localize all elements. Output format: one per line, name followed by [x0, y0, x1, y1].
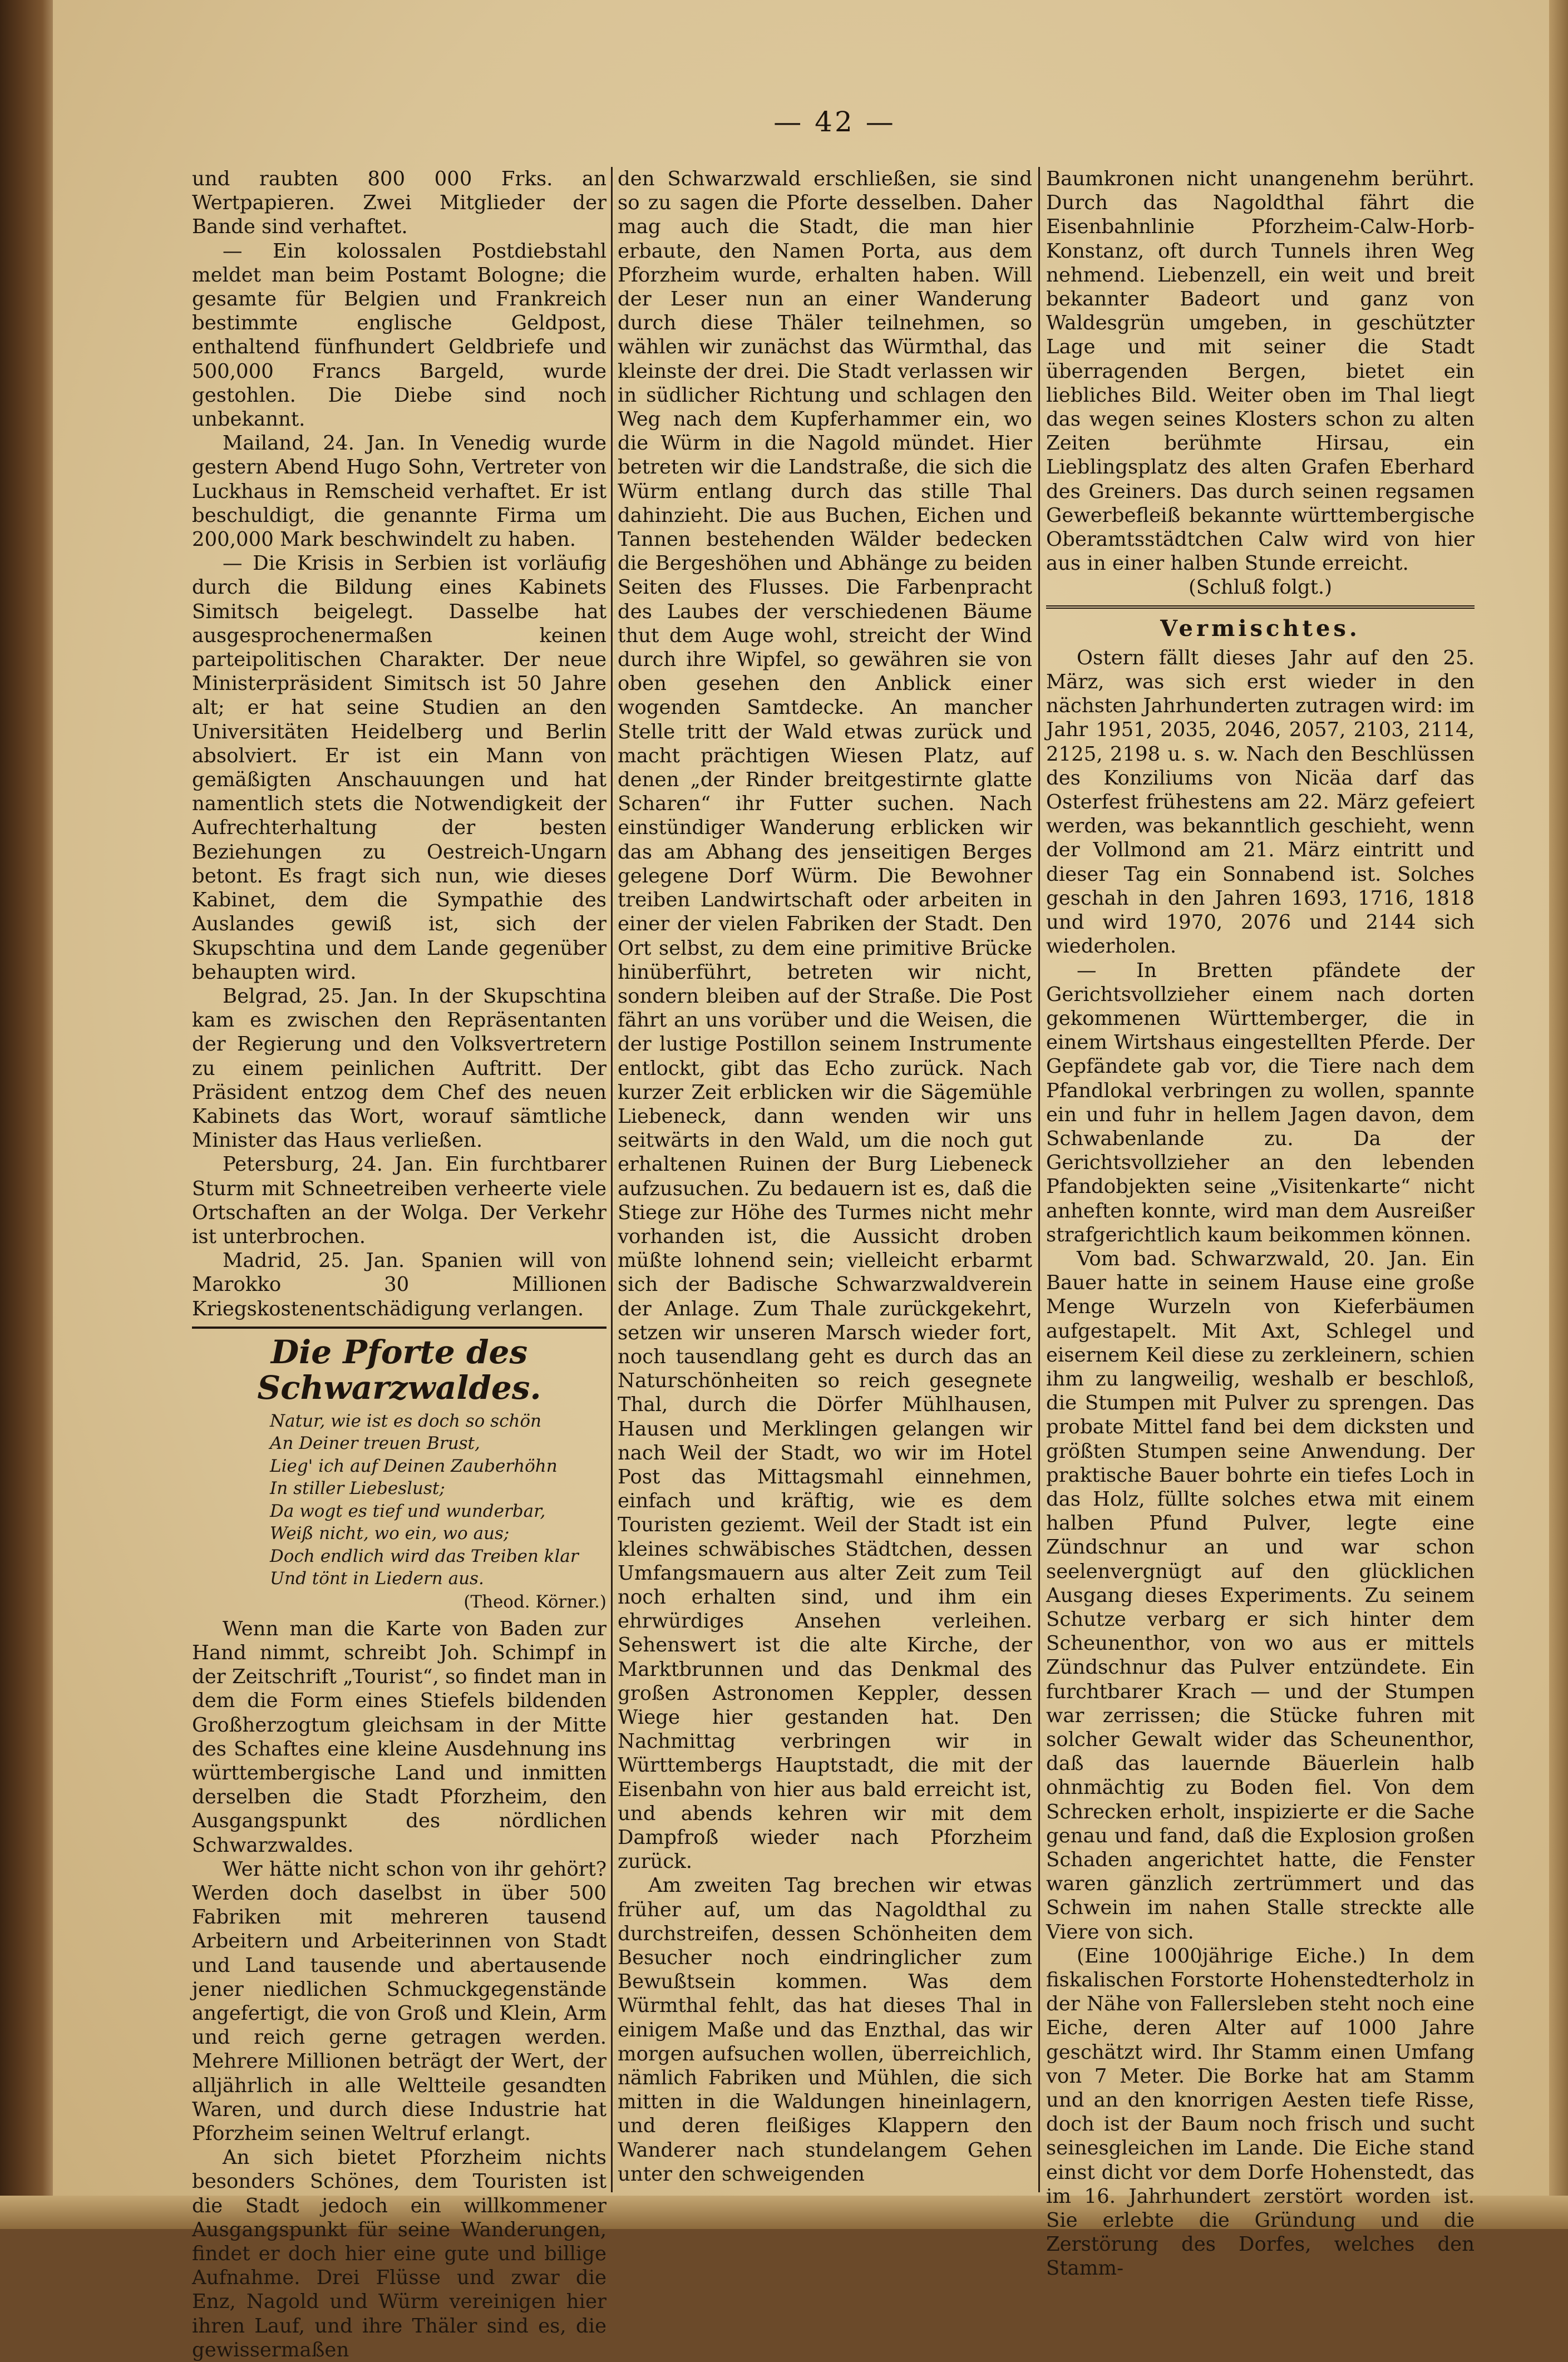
continuation-note: (Schluß folgt.) — [1188, 576, 1333, 599]
article-paragraph: Wer hätte nicht schon von ihr gehört? Werden doch daselbst in über 500 Fabriken mit mehreren tausend Arbeitern und Arbeiterinnen von Stadt und Land tausende und abertausende jener niedlichen Schmuckgegenstände angefertigt, die von Groß und Klein, Arm und reich gerne getragen werden. Mehrere Millionen beträgt der Wert, der alljährlich in alle Weltteile gesandten Waren, und durch diese Industrie hat Pforzheim seinen Weltruf erlangt. — [192, 1857, 607, 2146]
page-binding — [0, 0, 53, 2229]
column-rule-2 — [1038, 167, 1040, 2192]
news-item-serbien: — Die Krisis in Serbien ist vorläufig durch die Bildung eines Kabinets Simitsch beigelegt. Dasselbe hat ausgesprochenermaßen keinen parteipolitischen Charakter. Der neue Ministerpräsident Simitsch ist 50 Jahre alt; er hat seine Studien an den Universitäten Heidelberg und Berlin absolviert. Er ist ein Mann von gemäßigten Anschauungen und hat namentlich stets die Notwendigkeit der Aufrechterhaltung der besten Beziehungen zu Oestreich-Ungarn betont. Es fragt sich nun, wie dieses Kabinet, dem die Sympathie des Auslandes gewiß ist, sich der Skupschtina und dem Lande gegenüber behaupten wird. — [192, 552, 607, 984]
poem-line: In stiller Liebeslust; — [270, 1478, 445, 1499]
news-item-petersburg: Petersburg, 24. Jan. Ein furchtbarer Sturm mit Schneetreiben verheerte viele Ortschaften an der Wolga. Der Verkehr ist unterbrochen. — [192, 1153, 607, 1248]
poem — [192, 1411, 607, 1613]
page-number: — 42 — — [773, 106, 896, 138]
news-item-eiche: (Eine 1000jährige Eiche.) In dem fiskalischen Forstorte Hohenstedterholz in der Nähe von Fallersleben steht noch eine Eiche, deren Alter auf 1000 Jahre geschätzt wird. Ihr Stamm einen Umfang von 7 Meter. Die Borke hat am Stamm und an den knorrigen Aesten tiefe Risse, doch ist der Baum noch frisch und sucht seinesgleichen im Lande. Die Eiche stand einst dicht vor dem Dorfe Hohenstedt, das im 16. Jahrhundert zerstört worden ist. Sie erlebte die Gründung und die Zerstörung des Dorfes, welches den Stamm- — [1046, 1944, 1475, 2280]
article-paragraph: — Ein kolossalen Postdiebstahl meldet man beim Postamt Bologne; die gesamte für Belgien und Frankreich bestimmte englische Geldpost, enthaltend fünfhundert Geldbriefe und 500,000 Francs Bargeld, wurde gestohlen. Die Diebe sind noch unbekannt. — [192, 239, 607, 431]
news-item-belgrad: Belgrad, 25. Jan. In der Skupschtina kam es zwischen den Repräsentanten der Regierung und den Volksvertretern zu einem peinlichen Auftritt. Der Präsident entzog dem Chef des neuen Kabinets das Wort, worauf sämtliche Minister das Haus verließen. — [192, 984, 607, 1152]
poem-line: Weiß nicht, wo ein, wo aus; — [270, 1523, 510, 1544]
article-paragraph: Am zweiten Tag brechen wir etwas früher auf, um das Nagoldthal zu durchstreifen, dessen Schönheiten dem Besucher noch eindringlicher zum Bewußtsein kommen. Was dem Würmthal fehlt, das hat dieses Thal in einigem Maße und das Enzthal, das wir morgen aufsuchen wollen, überreichlich, nämlich Fabriken und Mühlen, die sich mitten in die Waldungen hineinlagern, und deren fleißiges Klappern den Wanderer nach stundelangem Gehen unter den schweigenden — [618, 1874, 1032, 2186]
news-item-madrid: Madrid, 25. Jan. Spanien will von Marokko 30 Millionen Kriegskostenentschädigung verlangen. — [192, 1249, 607, 1320]
article-paragraph: den Schwarzwald erschließen, sie sind so zu sagen die Pforte desselben. Daher mag auch die Stadt, die man hier erbaute, den Namen Porta, aus dem Pforzheim wurde, erhalten haben. Will der Leser nun an einer Wanderung durch diese Thäler teilnehmen, so wählen wir zunächst das Würmthal, das kleinste der drei. Die Stadt verlassen wir in südlicher Richtung und schlagen den Weg nach dem Kupferhammer ein, wo die Würm in die Nagold mündet. Hier betreten wir die Landstraße, die sich die Würm entlang durch das stille Thal dahinzieht. Die aus Buchen, Eichen und Tannen bestehenden Wälder bedecken die Bergeshöhen und Abhänge zu beiden Seiten des Flusses. Die Farbenpracht des Laubes der verschiedenen Bäume thut dem Auge wohl, streicht der Wind durch ihre Wipfel, so gewähren sie von oben gesehen den Anblick einer wogenden Samtdecke. An mancher Stelle tritt der Wald etwas zurück und macht prächtigen Wiesen Platz, auf denen „der Rinder breitgestirnte glatte Scharen“ ihr Futter suchen. Nach einstündiger Wanderung erblicken wir das am Abhang des jenseitigen Berges gelegene Dorf Würm. Die Bewohner treiben Landwirtschaft oder arbeiten in einer der vielen Fabriken der Stadt. Den Ort selbst, zu dem eine primitive Brücke hinüberführt, betreten wir nicht, sondern bleiben auf der Straße. Die Post fährt an uns vorüber und die Weisen, die der lustige Postillon seinem Instrumente entlockt, gibt das Echo zurück. Nach kurzer Zeit erblicken wir die Sägemühle Liebeneck, dann wenden wir uns seitwärts in den Wald, um die noch gut erhaltenen Ruinen der Burg Liebeneck aufzusuchen. Zu bedauern ist es, daß die Stiege zur Höhe des Turmes nicht mehr vorhanden ist, die Aussicht droben müßte lohnend sein; vielleicht erbarmt sich der Badische Schwarzwaldverein der Anlage. Zum Thale zurückgekehrt, setzen wir unseren Marsch wieder fort, noch tausendlang geht es durch das an Naturschönheiten so reich gesegnete Thal, durch die Dörfer Mühlhausen, Hausen und Merklingen gelangen wir nach Weil der Stadt, wo wir im Hotel Post das Mittagsmahl einnehmen, einfach und kräftig, wie es dem Touristen geziemt. Weil der Stadt ist ein kleines schwäbisches Städtchen, dessen Umfangsmauern aus alter Zeit zum Teil noch erhalten sind, und ihm ein ehrwürdiges Ansehen verleihen. Sehenswert ist die alte Kirche, der Marktbrunnen und das Denkmal des großen Astronomen Keppler, dessen Wiege hier gestanden hat. Den Nachmittag verbringen wir in Württembergs Hauptstadt, die mit der Eisenbahn von hier aus bald erreicht ist, und abends kehren wir mit dem Dampfroß wieder nach Pforzheim zurück. — [618, 167, 1032, 1873]
poem-line: Da wogt es tief und wunderbar, — [270, 1501, 546, 1521]
news-item-ostern: Ostern fällt dieses Jahr auf den 25. März, was sich erst wieder in den nächsten Jahrhunderten zutragen wird: im Jahr 1951, 2035, 2046, 2057, 2103, 2114, 2125, 2198 u. s. w. Nach den Beschlüssen des Konziliums von Nicäa darf das Osterfest frühestens am 22. März gefeiert werden, was bekanntlich geschieht, wenn der Vollmond am 21. März eintritt und dieser Tag ein Sonnabend ist. Solches geschah in den Jahren 1693, 1716, 1818 und wird 1970, 2076 und 2144 sich wiederholen. — [1046, 646, 1475, 958]
poem-line: Und tönt in Liedern aus. — [270, 1569, 484, 1589]
column-3 — [1046, 167, 1475, 2281]
section-title: Vermischtes. — [1160, 615, 1360, 642]
poem-line: An Deiner treuen Brust, — [270, 1433, 480, 1454]
poem-line: Doch endlich wird das Treiben klar — [270, 1546, 579, 1566]
poem-line: Lieg' ich auf Deinen Zauberhöhn — [270, 1456, 558, 1476]
section-divider — [192, 1327, 607, 1329]
poem-line: Natur, wie ist es doch so schön — [270, 1411, 542, 1431]
news-item-schwarzwald: Vom bad. Schwarzwald, 20. Jan. Ein Bauer hatte in seinem Hause eine große Menge Wurzeln von Kieferbäumen aufgestapelt. Mit Axt, Schlegel und eisernem Keil diese zu zerkleinern, schien ihm zu langweilig, weshalb er beschloß, die Stumpen mit Pulver zu sprengen. Das probate Mittel fand bei dem dicksten und größten Stumpen seine Anwendung. Der praktische Bauer bohrte ein tiefes Loch in das Holz, füllte solches etwa mit einem halben Pfund Pulver, legte eine Zündschnur an und war schon seelenvergnügt auf den glücklichen Ausgang dieses Experiments. Zu seinem Schutze verbarg er sich hinter dem Scheunenthor, von wo aus er mittels Zündschnur das Pulver entzündete. Ein furchtbarer Krach — und der Stumpen war zerrissen; die Stücke fuhren mit solcher Gewalt wider das Scheunenthor, daß das lauernde Bäuerlein halb ohnmächtig zu Boden fiel. Von dem Schrecken erholt, inspizierte er die Sache genau und fand, daß die Explosion großen Schaden angerichtet hatte, die Fenster waren gänzlich zertrümmert und das Schwein im nahen Stalle streckte alle Viere von sich. — [1046, 1247, 1475, 1944]
news-item-mailand: Mailand, 24. Jan. In Venedig wurde gestern Abend Hugo Sohn, Vertreter von Luckhaus in Remscheid verhaftet. Er ist beschuldigt, die genannte Firma um 200,000 Mark beschwindelt zu haben. — [192, 432, 607, 551]
column-1 — [192, 167, 607, 2362]
page-edge-right — [1549, 0, 1568, 2229]
poem-source: (Theod. Körner.) — [464, 1591, 607, 1612]
article-headline: Die Pforte des Schwarzwaldes. — [257, 1333, 541, 1407]
column-rule-1 — [611, 167, 613, 2192]
article-paragraph: Baumkronen nicht unangenehm berührt. Durch das Nagoldthal fährt die Eisenbahnlinie Pforzheim-Calw-Horb-Konstanz, oft durch Tunnels ihren Weg nehmend. Liebenzell, ein weit und breit bekannter Badeort und ganz von Waldesgrün umgeben, in geschützter Lage und mit seiner die Stadt überragenden Bergen, bietet ein liebliches Bild. Weiter oben im Thal liegt das wegen seines Klosters schon zu alten Zeiten berühmte Hirsau, ein Lieblingsplatz des alten Grafen Eberhard des Greiners. Das durch seinen regsamen Gewerbefleiß bekannte württembergische Oberamtsstädtchen Calw wird von hier aus in einer halben Stunde erreicht. — [1046, 167, 1475, 575]
column-2 — [618, 167, 1032, 2186]
section-divider — [1046, 605, 1475, 609]
article-paragraph: Wenn man die Karte von Baden zur Hand nimmt, schreibt Joh. Schimpf in der Zeitschrift „Tourist“, so findet man in dem die Form eines Stiefels bildenden Großherzogtum gleichsam in der Mitte des Schaftes eine kleine Ausdehnung ins württembergische Land und inmitten derselben die Stadt Pforzheim, den Ausgangspunkt des nördlichen Schwarzwaldes. — [192, 1617, 607, 1857]
news-item-bretten: — In Bretten pfändete der Gerichtsvollzieher einem nach dorten gekommenen Württemberger, die in einem Wirtshaus eingestellten Pferde. Der Gepfändete gab vor, die Tiere nach dem Pfandlokal verbringen zu wollen, spannte ein und fuhr in hellem Jagen davon, dem Schwabenlande zu. Da der Gerichtsvollzieher an den lebenden Pfandobjekten seine „Visitenkarte“ nicht anheften konnte, wird man dem Ausreißer strafgerichtlich kaum beikommen können. — [1046, 959, 1475, 1246]
article-paragraph: und raubten 800 000 Frks. an Wertpapieren. Zwei Mitglieder der Bande sind verhaftet. — [192, 167, 607, 239]
article-paragraph: An sich bietet Pforzheim nichts besonders Schönes, dem Touristen ist die Stadt jedoch ein willkommener Ausgangspunkt für seine Wanderungen, findet er doch hier eine gute und billige Aufnahme. Drei Flüsse und zwar die Enz, Nagold und Würm vereinigen hier ihren Lauf, und ihre Thäler sind es, die gewissermaßen — [192, 2146, 607, 2361]
